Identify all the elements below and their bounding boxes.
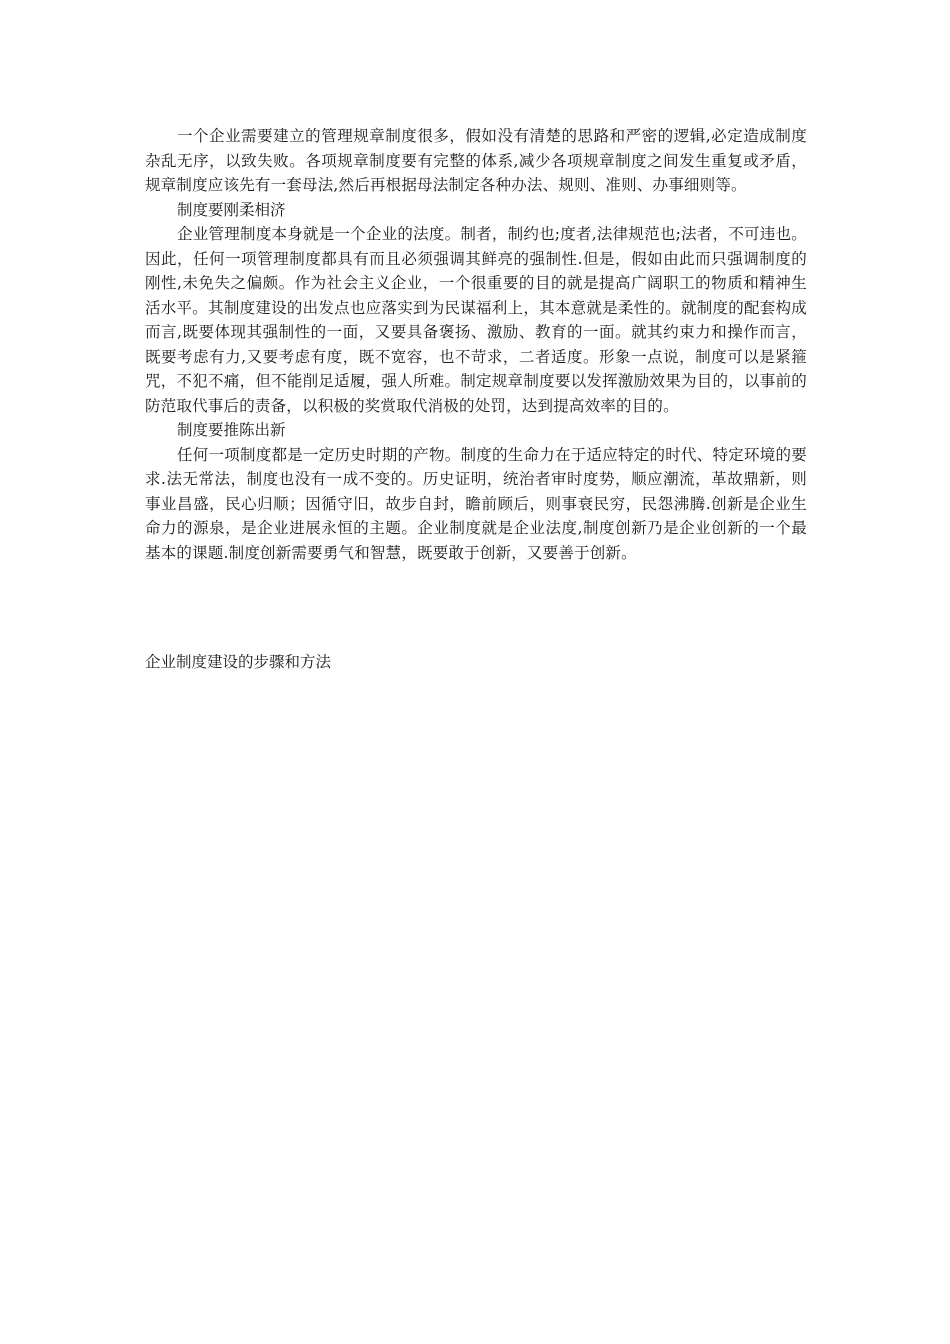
section-heading-innovation: 制度要推陈出新 bbox=[177, 421, 286, 439]
section-body-innovation: 任何一项制度都是一定历史时期的产物。制度的生命力在于适应特定的时代、特定环境的要求.法无常法，制度也没有一成不变的。历史证明，统治者审时度势，顺应潮流，革故鼎新，则事业昌盛，民心归顺；因循守旧，故步自封，瞻前顾后，则事衰民穷，民怨沸腾.创新是企业生命力的源泉，是企业进展永恒的主题。企业制度就是企业法度,制度创新乃是企业创新的一个最基本的课题.制度创新需要勇气和智慧，既要敢于创新，又要善于创新。 bbox=[145, 445, 807, 562]
intro-paragraph: 一个企业需要建立的管理规章制度很多，假如没有清楚的思路和严密的逻辑,必定造成制度杂乱无序，以致失败。各项规章制度要有完整的体系,减少各项规章制度之间发生重复或矛盾，规章制度应该先有一套母法,然后再根据母法制定各种办法、规则、准则、办事细则等。 bbox=[145, 127, 807, 194]
document-body bbox=[145, 124, 807, 565]
section-heading-rigid-flexible: 制度要刚柔相济 bbox=[177, 200, 286, 219]
section-body-rigid-flexible: 企业管理制度本身就是一个企业的法度。制者，制约也;度者,法律规范也;法者，不可违也。因此，任何一项管理制度都具有而且必须强调其鲜亮的强制性.但是，假如由此而只强调制度的刚性,未免失之偏颇。作为社会主义企业，一个很重要的目的就是提高广阔职工的物质和精神生活水平。其制度建设的出发点也应落实到为民谋福利上，其本意就是柔性的。就制度的配套构成而言,既要体现其强制性的一面，又要具备褒扬、激励、教育的一面。就其约束力和操作而言，既要考虑有力,又要考虑有度，既不宽容，也不苛求，二者适度。形象一点说，制度可以是紧箍咒，不犯不痛，但不能削足适履，强人所难。制定规章制度要以发挥激励效果为目的，以事前的防范取代事后的责备，以积极的奖赏取代消极的处罚，达到提高效率的目的。 bbox=[145, 225, 807, 415]
next-section-title: 企业制度建设的步骤和方法 bbox=[145, 653, 332, 671]
